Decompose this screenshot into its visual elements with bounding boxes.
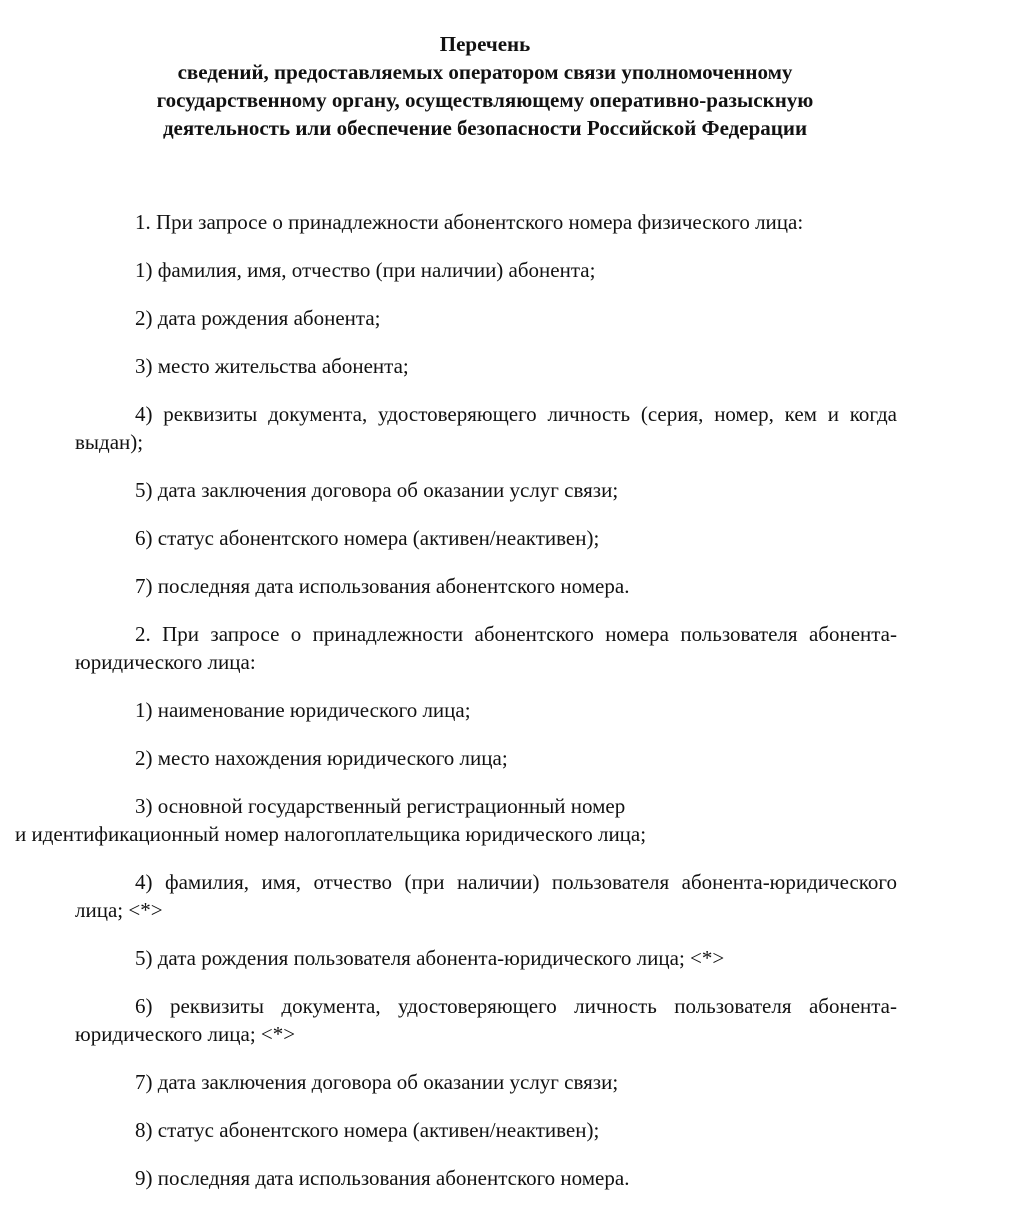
list-item-line: 3) основной государственный регистрационный номер: [135, 794, 626, 818]
title-line: Перечень: [439, 32, 531, 56]
document-body: [15, 208, 897, 1212]
list-item: 6) статус абонентского номера (активен/неактивен);: [135, 526, 600, 550]
list-item: 9) последняя дата использования абонентского номера.: [135, 1166, 630, 1190]
list-item: 7) дата заключения договора об оказании услуг связи;: [135, 1070, 619, 1094]
list-item: 2) дата рождения абонента;: [135, 306, 381, 330]
list-item: [15, 792, 897, 848]
list-item: 7) последняя дата использования абонентского номера.: [135, 574, 630, 598]
list-item: 1) фамилия, имя, отчество (при наличии) абонента;: [135, 258, 596, 282]
section-1-heading: 1. При запросе о принадлежности абонентского номера физического лица:: [135, 210, 804, 234]
list-item: 6) реквизиты документа, удостоверяющего личность пользователя абонента-юридического лица; <*>: [75, 994, 897, 1046]
title-line: государственному органу, осуществляющему оперативно-разыскную: [156, 88, 814, 112]
section-2-heading: 2. При запросе о принадлежности абонентского номера пользователя абонента-юридического лица:: [75, 622, 897, 674]
list-item: 4) фамилия, имя, отчество (при наличии) пользователя абонента-юридического лица; <*>: [75, 870, 897, 922]
list-item: 5) дата заключения договора об оказании услуг связи;: [135, 478, 619, 502]
list-item: 1) наименование юридического лица;: [135, 698, 471, 722]
title-line: сведений, предоставляемых оператором связи уполномоченному: [177, 60, 793, 84]
list-item-line: и идентификационный номер налогоплательщика юридического лица;: [15, 822, 647, 846]
document-title: [60, 30, 910, 142]
list-item: 4) реквизиты документа, удостоверяющего личность (серия, номер, кем и когда выдан);: [75, 402, 897, 454]
list-item: 3) место жительства абонента;: [135, 354, 409, 378]
list-item: 8) статус абонентского номера (активен/неактивен);: [135, 1118, 600, 1142]
list-item: 5) дата рождения пользователя абонента-юридического лица; <*>: [135, 946, 725, 970]
list-item: 2) место нахождения юридического лица;: [135, 746, 508, 770]
title-line: деятельность или обеспечение безопасности Российской Федерации: [162, 116, 808, 140]
